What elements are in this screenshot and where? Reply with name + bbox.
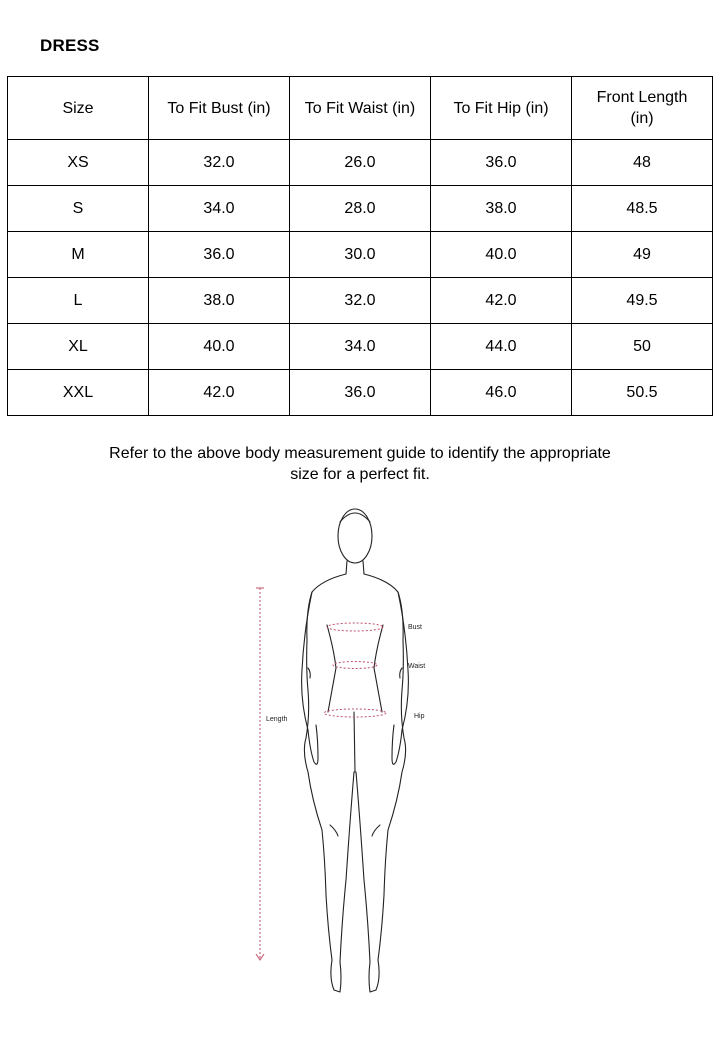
note-line-2: size for a perfect fit. [290,466,430,483]
elbow-marks [308,668,402,678]
center-line [354,712,355,772]
cell-size: XS [8,140,149,186]
left-torso-line [327,625,336,712]
note-line-1: Refer to the above body measurement guide to identify the appropriate [109,445,611,462]
table-row [8,186,713,232]
body-measurement-figure [230,500,470,1010]
cell-bust: 34.0 [149,186,290,232]
waist-measure-line [333,662,377,669]
cell-hip: 36.0 [431,140,572,186]
cell-size: XXL [8,370,149,416]
cell-waist: 28.0 [290,186,431,232]
measurement-note [60,443,660,485]
table-row [8,278,713,324]
cell-size: XL [8,324,149,370]
cell-bust: 40.0 [149,324,290,370]
cell-waist: 36.0 [290,370,431,416]
cell-hip: 44.0 [431,324,572,370]
measure-lines [260,588,386,958]
cell-waist: 34.0 [290,324,431,370]
header-size: Size [8,77,149,140]
header-bust: To Fit Bust (in) [149,77,290,140]
cell-hip: 46.0 [431,370,572,416]
right-torso-line [374,625,383,712]
hip-measure-line [324,709,386,717]
cell-size: M [8,232,149,278]
cell-hip: 40.0 [431,232,572,278]
knee-marks [330,825,380,836]
cell-bust: 32.0 [149,140,290,186]
cell-hip: 38.0 [431,186,572,232]
cell-hip: 42.0 [431,278,572,324]
cell-size: S [8,186,149,232]
cell-bust: 38.0 [149,278,290,324]
table-row [8,140,713,186]
cell-bust: 36.0 [149,232,290,278]
body-outline [302,509,409,992]
head-shape [338,509,372,563]
cell-front-length: 49.5 [572,278,713,324]
table-row [8,232,713,278]
header-hip: To Fit Hip (in) [431,77,572,140]
cell-waist: 26.0 [290,140,431,186]
body-outline-svg [230,500,470,1010]
cell-front-length: 50.5 [572,370,713,416]
table-header-row [8,77,713,140]
size-chart-table [7,76,713,416]
cell-size: L [8,278,149,324]
table-row [8,324,713,370]
bust-label: Bust [408,624,423,631]
cell-waist: 30.0 [290,232,431,278]
cell-waist: 32.0 [290,278,431,324]
page-title: DRESS [40,36,100,55]
length-label: Length [266,716,288,723]
header-waist: To Fit Waist (in) [290,77,431,140]
table-row [8,370,713,416]
cell-front-length: 48.5 [572,186,713,232]
hip-label: Hip [414,713,425,720]
waist-label: Waist [408,663,426,670]
right-body-outline [356,574,406,992]
header-front-length: Front Length (in) [572,77,713,140]
cell-front-length: 48 [572,140,713,186]
bust-measure-line [327,623,383,631]
cell-bust: 42.0 [149,370,290,416]
cell-front-length: 50 [572,324,713,370]
left-body-outline [304,574,354,992]
cell-front-length: 49 [572,232,713,278]
